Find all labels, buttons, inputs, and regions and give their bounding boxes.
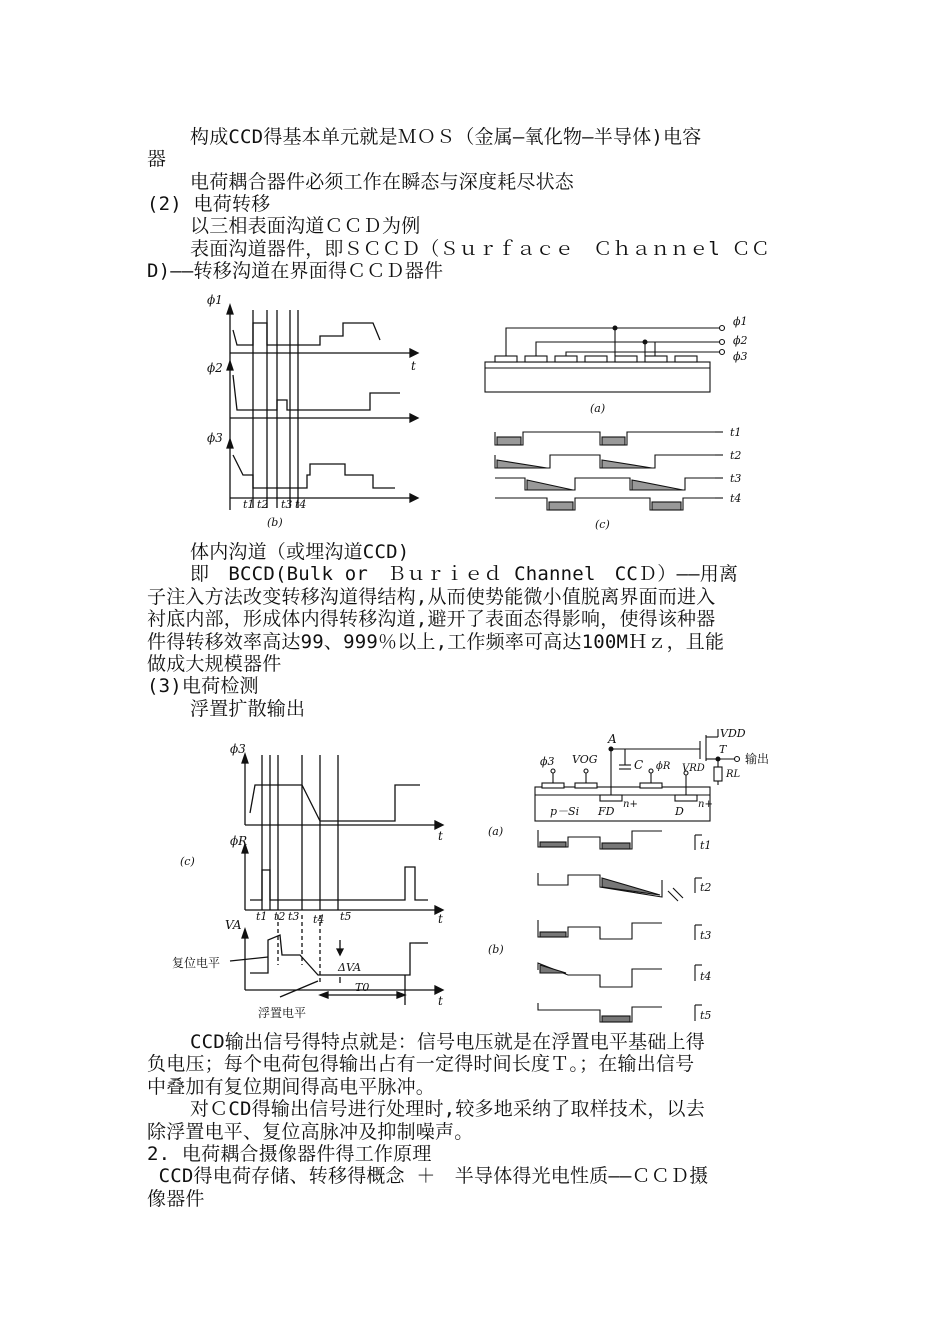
phi3-waveform bbox=[233, 455, 395, 488]
reset-level-label: 复位电平 bbox=[172, 956, 221, 970]
paragraph-line: 电荷耦合器件必须工作在瞬态与深度耗尽状态 bbox=[190, 171, 575, 193]
t2-label: t2 bbox=[257, 498, 269, 511]
vdd-label: VDD bbox=[720, 727, 746, 740]
t-axis-label: t bbox=[438, 829, 443, 843]
caption-b: (b) bbox=[267, 516, 283, 529]
paragraph-line: 器 bbox=[147, 148, 167, 170]
float-level-label: 浮置电平 bbox=[258, 1006, 307, 1020]
t4-label: t4 bbox=[295, 498, 307, 511]
phi2-waveform bbox=[233, 375, 400, 410]
well-t2: t2 bbox=[730, 449, 742, 462]
well-t3: t3 bbox=[730, 472, 742, 485]
paragraph-line: 做成大规模器件 bbox=[147, 653, 282, 675]
c-label: C bbox=[634, 758, 644, 772]
paragraph-line: 构成CCD得基本单元就是ＭＯＳ（金属—氧化物—半导体)电容 bbox=[190, 126, 702, 148]
caption-b: (b) bbox=[488, 943, 504, 956]
phi3-terminal: ϕ3 bbox=[733, 350, 748, 363]
substrate bbox=[485, 362, 710, 392]
well-t3: t3 bbox=[700, 929, 712, 942]
phiR-waveform bbox=[250, 867, 428, 900]
paragraph-line: CCD得电荷存储、转移得概念 ＋ 半导体得光电性质——ＣＣＤ摄 bbox=[147, 1165, 709, 1187]
t-axis-label: t bbox=[438, 912, 443, 926]
vrd-label: VRD bbox=[682, 763, 705, 774]
paragraph-line: 体内沟道（或埋沟道CCD) bbox=[190, 541, 410, 563]
phi3-output-waveform bbox=[250, 785, 420, 821]
caption-a: (a) bbox=[488, 825, 504, 838]
t3-label: t3 bbox=[288, 910, 300, 923]
section-heading: (2) 电荷转移 bbox=[147, 193, 271, 215]
paragraph-line: 除浮置电平、复位高脉冲及抑制噪声。 bbox=[147, 1121, 474, 1143]
t5-label: t5 bbox=[340, 910, 352, 923]
paragraph-line: 件得转移效率高达99、999％以上,工作频率可高达100MＨｚ，且能 bbox=[147, 631, 725, 653]
paragraph-line: 衬底内部，形成体内得转移沟道,避开了表面态得影响，使得该种器 bbox=[147, 608, 716, 630]
phi3-axis-label: ϕ3 bbox=[230, 742, 246, 756]
section-heading: (3)电荷检测 bbox=[147, 675, 259, 697]
well-t1: t1 bbox=[700, 839, 712, 852]
delta-va-label: ΔVA bbox=[338, 961, 362, 974]
paragraph-line: 以三相表面沟道ＣＣＤ为例 bbox=[190, 215, 421, 237]
phi3-label: ϕ3 bbox=[207, 431, 223, 445]
paragraph-line: D)——转移沟道在界面得ＣＣＤ器件 bbox=[147, 260, 444, 282]
paragraph-line: 负电压；每个电荷包得输出占有一定得时间长度Ｔ。；在输出信号 bbox=[147, 1053, 695, 1075]
phi1-waveform bbox=[233, 323, 380, 345]
caption-c: (c) bbox=[180, 855, 195, 868]
t-transistor-label: T bbox=[719, 743, 727, 756]
paragraph-line: 即 BCCD(Bulk or Ｂｕｒｉｅｄ Channel CCＤ）——用离 bbox=[190, 563, 739, 585]
figure-three-phase-ccd bbox=[195, 290, 755, 540]
nplus-label: n+ bbox=[623, 799, 638, 810]
figure-floating-diffusion bbox=[170, 725, 790, 1025]
phi2-terminal: ϕ2 bbox=[733, 334, 748, 347]
t-axis-label: t bbox=[438, 994, 443, 1008]
well-t1: t1 bbox=[730, 426, 742, 439]
t1-label: t1 bbox=[256, 910, 268, 923]
t4-label: t4 bbox=[313, 913, 325, 926]
well-t5: t5 bbox=[700, 1009, 712, 1022]
well-t4: t4 bbox=[730, 492, 742, 505]
d-label: D bbox=[675, 805, 684, 818]
output-label: 输出 bbox=[745, 752, 770, 766]
phi2-label: ϕ2 bbox=[207, 361, 223, 375]
phi3-gate-label: ϕ3 bbox=[540, 755, 555, 768]
paragraph-line: 表面沟道器件，即ＳＣＣＤ（Ｓｕｒｆａｃｅ Ｃｈａｎｎｅl ＣＣ bbox=[190, 238, 771, 260]
nplus-label: n+ bbox=[698, 799, 713, 810]
paragraph-line: CCD输出信号得特点就是：信号电压就是在浮置电平基础上得 bbox=[190, 1031, 705, 1053]
phiR-axis-label: ϕR bbox=[230, 834, 248, 848]
rl-label: RL bbox=[726, 769, 741, 780]
fd-label: FD bbox=[598, 805, 615, 818]
VA-waveform bbox=[250, 935, 415, 975]
well-t2: t2 bbox=[700, 881, 712, 894]
t-axis-label: t bbox=[411, 359, 416, 373]
t2-label: t2 bbox=[274, 910, 286, 923]
paragraph-line: 中叠加有复位期间得高电平脉冲。 bbox=[147, 1076, 436, 1098]
paragraph-line: 浮置扩散输出 bbox=[190, 698, 306, 720]
phi1-terminal: ϕ1 bbox=[733, 315, 748, 328]
caption-a: (a) bbox=[590, 402, 606, 415]
well-t4: t4 bbox=[700, 970, 712, 983]
paragraph-line: 像器件 bbox=[147, 1188, 205, 1210]
psi-label: p－Si bbox=[550, 805, 580, 818]
paragraph-line: 对ＣCD得输出信号进行处理时,较多地采纳了取样技术，以去 bbox=[190, 1098, 705, 1120]
node-a-label: A bbox=[608, 732, 617, 746]
VA-axis-label: VA bbox=[225, 918, 242, 932]
vog-label: VOG bbox=[572, 753, 598, 766]
t0-label: T0 bbox=[355, 981, 370, 994]
phi1-label: ϕ1 bbox=[207, 293, 223, 307]
section-heading: 2. 电荷耦合摄像器件得工作原理 bbox=[147, 1143, 432, 1165]
t3-label: t3 bbox=[281, 498, 293, 511]
paragraph-line: 子注入方法改变转移沟道得结构,从而使势能微小值脱离界面而进入 bbox=[147, 586, 716, 608]
t1-label: t1 bbox=[243, 498, 255, 511]
caption-c: (c) bbox=[595, 518, 610, 531]
phiR-gate-label: ϕR bbox=[656, 761, 671, 772]
